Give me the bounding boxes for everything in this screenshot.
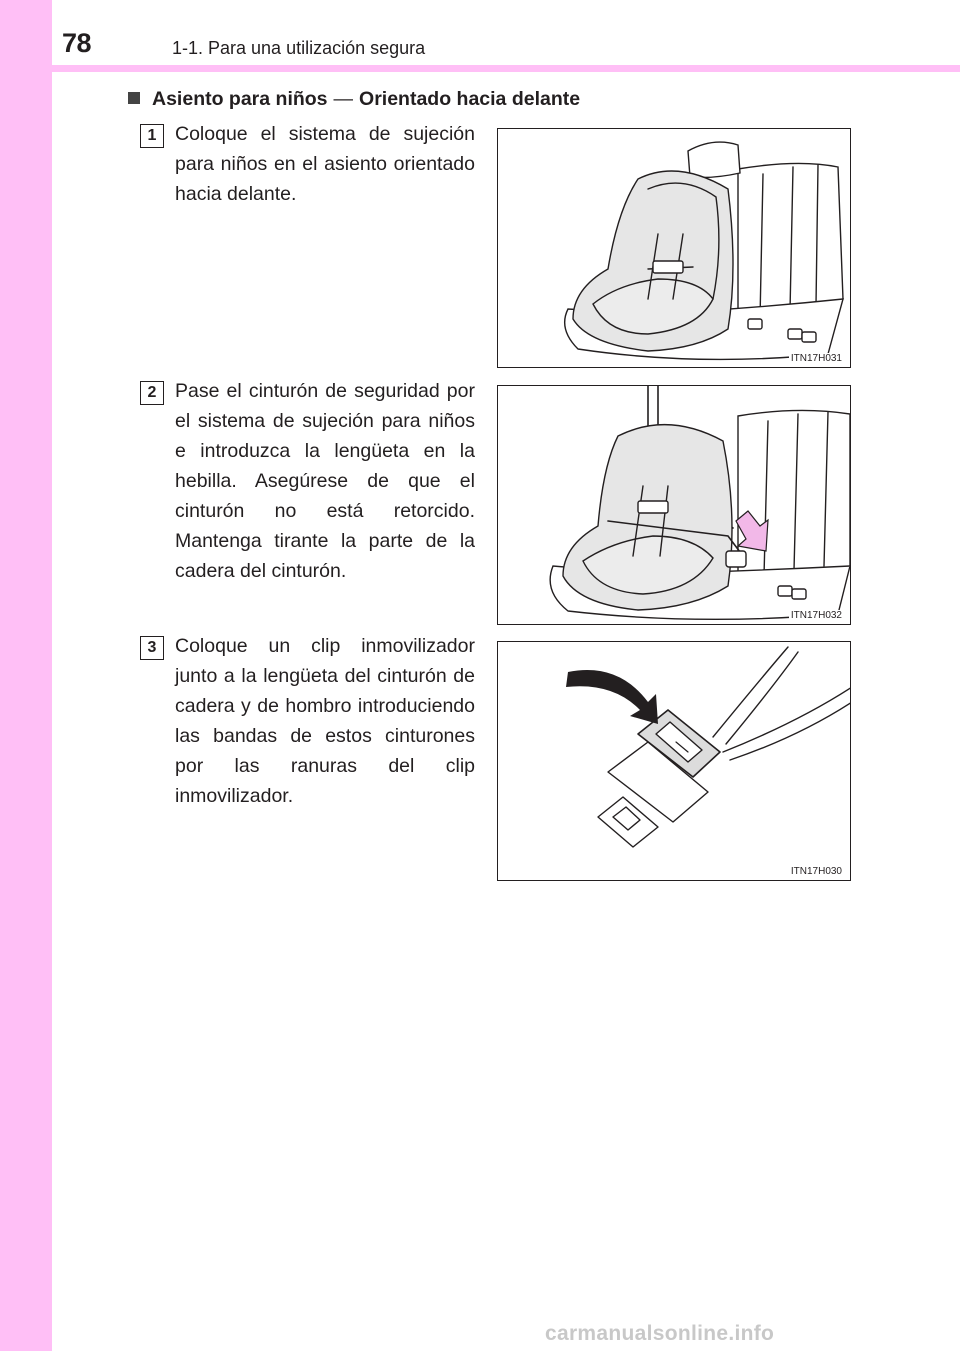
step-text-2: Pase el cinturón de seguridad por el sistema de sujeción para niños e introduzca la lengüeta en la hebilla. Asegúrese de que el cinturón no está retorcido. Mantenga tirante la parte de la cadera del cinturón. — [175, 380, 475, 582]
locking-clip-illustration — [498, 642, 851, 881]
figure-belt-through-seat — [497, 385, 851, 625]
step-text-3: Coloque un clip inmovilizador junto a la lengüeta del cinturón de cadera y de hombro introduciendo las bandas de estos cinturones por las ranuras del clip inmovilizador. — [175, 635, 475, 807]
heading-part2: Orientado hacia delante — [359, 88, 581, 110]
step-number-1: 1 — [140, 124, 164, 148]
belt-routing-illustration — [498, 386, 851, 625]
step-text-1: Coloque el sistema de sujeción para niños en el asiento orientado hacia delante. — [175, 123, 475, 205]
header-rule — [52, 65, 960, 72]
side-color-band — [0, 0, 52, 1351]
section-title: 1-1. Para una utilización segura — [172, 38, 426, 58]
step-number-2: 2 — [140, 381, 164, 405]
pointing-arrow-icon — [566, 670, 658, 724]
watermark: carmanualsonline.info — [545, 1322, 775, 1345]
step-number-3: 3 — [140, 636, 164, 660]
figure-child-seat-placed — [497, 128, 851, 368]
figure-locking-clip — [497, 641, 851, 881]
subsection-heading — [128, 88, 580, 111]
child-seat-on-seat-illustration — [498, 129, 851, 368]
figure-code: ITN17H031 — [790, 353, 842, 364]
heading-dash: — — [333, 88, 354, 110]
square-bullet-icon — [128, 92, 140, 104]
figure-code: ITN17H030 — [790, 866, 842, 877]
page-number: 78 — [62, 28, 92, 58]
heading-part1: Asiento para niños — [152, 88, 328, 110]
figure-code: ITN17H032 — [790, 610, 842, 621]
